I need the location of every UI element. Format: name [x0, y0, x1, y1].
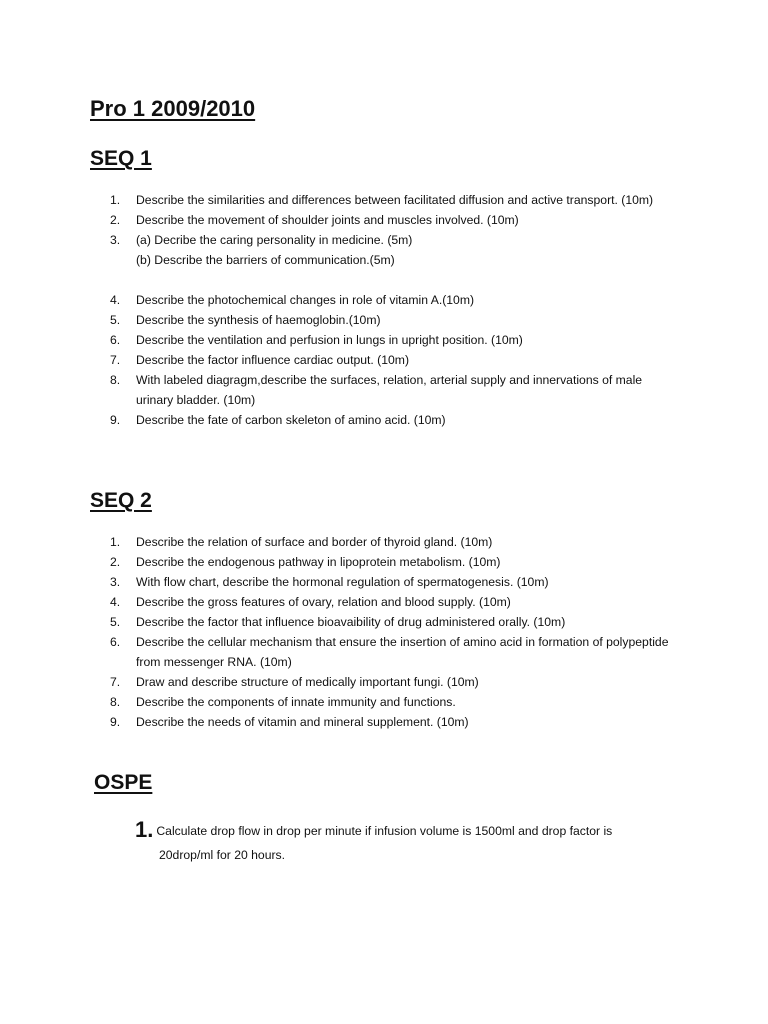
list-item: [0, 310, 768, 330]
list-item: [0, 210, 768, 230]
question-text: Describe the fate of carbon skeleton of amino acid. (10m): [136, 413, 446, 427]
ospe-question: [135, 818, 655, 867]
question-text: Describe the movement of shoulder joints and muscles involved. (10m): [136, 213, 519, 227]
document-title: Pro 1 2009/2010: [90, 96, 256, 121]
item-number: 3.: [110, 575, 121, 589]
item-number: 9.: [110, 715, 121, 729]
list-item: [0, 370, 768, 410]
list-item: [0, 712, 768, 732]
list-item: [0, 592, 768, 612]
item-number: 1.: [110, 193, 121, 207]
question-subpart: (b) Describe the barriers of communication.(5m): [136, 253, 395, 267]
seq2-question-list: [0, 532, 768, 732]
item-number: 3.: [110, 233, 121, 247]
question-text: Describe the endogenous pathway in lipoprotein metabolism. (10m): [136, 555, 501, 569]
question-text: Describe the photochemical changes in role of vitamin A.(10m): [136, 293, 475, 307]
question-text: Describe the cellular mechanism that ensure the insertion of amino acid in formation of polypeptide from messenger RNA. (10m): [136, 635, 669, 669]
list-item: [0, 330, 768, 350]
ospe-question-text-continued: 20drop/ml for 20 hours.: [159, 848, 286, 862]
item-number: 5.: [110, 615, 121, 629]
item-number: 7.: [110, 353, 121, 367]
seq2-heading: SEQ 2: [90, 489, 152, 512]
list-spacer: [0, 270, 768, 290]
list-item: [0, 672, 768, 692]
list-item: [0, 350, 768, 370]
question-text: Draw and describe structure of medically important fungi. (10m): [136, 675, 479, 689]
item-number: 2.: [110, 555, 121, 569]
list-item: [0, 692, 768, 712]
item-number: 6.: [110, 333, 121, 347]
item-number: 8.: [110, 373, 121, 387]
question-text: Describe the gross features of ovary, relation and blood supply. (10m): [136, 595, 511, 609]
question-text: Describe the components of innate immunity and functions.: [136, 695, 456, 709]
list-item: [0, 532, 768, 552]
ospe-question-number: 1.: [135, 817, 154, 842]
question-text: (a) Decribe the caring personality in medicine. (5m): [136, 233, 413, 247]
item-number: 6.: [110, 635, 121, 649]
question-text: Describe the factor that influence bioavaibility of drug administered orally. (10m): [136, 615, 566, 629]
question-text: Describe the synthesis of haemoglobin.(10m): [136, 313, 381, 327]
list-item: [0, 290, 768, 310]
question-text: Describe the needs of vitamin and mineral supplement. (10m): [136, 715, 469, 729]
item-number: 9.: [110, 413, 121, 427]
question-text: Describe the factor influence cardiac output. (10m): [136, 353, 409, 367]
question-text: With labeled diagragm,describe the surfaces, relation, arterial supply and innervations of male urinary bladder. (10m): [136, 373, 643, 407]
item-number: 5.: [110, 313, 121, 327]
list-item: [0, 572, 768, 592]
ospe-question-text: Calculate drop flow in drop per minute if infusion volume is 1500ml and drop factor is: [156, 824, 613, 838]
item-number: 4.: [110, 595, 121, 609]
list-item: [0, 190, 768, 210]
item-number: 4.: [110, 293, 121, 307]
seq1-question-list: [0, 190, 768, 430]
list-item: [0, 632, 768, 672]
item-number: 2.: [110, 213, 121, 227]
question-text: Describe the ventilation and perfusion in lungs in upright position. (10m): [136, 333, 523, 347]
list-item: [0, 410, 768, 430]
item-number: 1.: [110, 535, 121, 549]
question-text: With flow chart, describe the hormonal regulation of spermatogenesis. (10m): [136, 575, 549, 589]
list-item: [0, 552, 768, 572]
list-item: [0, 612, 768, 632]
question-text: Describe the similarities and differences between facilitated diffusion and active transport. (10m): [136, 193, 654, 207]
seq1-heading: SEQ 1: [90, 147, 152, 170]
item-number: 7.: [110, 675, 121, 689]
item-number: 8.: [110, 695, 121, 709]
ospe-heading: OSPE: [94, 771, 153, 794]
question-text: Describe the relation of surface and border of thyroid gland. (10m): [136, 535, 493, 549]
list-item: [0, 230, 768, 270]
